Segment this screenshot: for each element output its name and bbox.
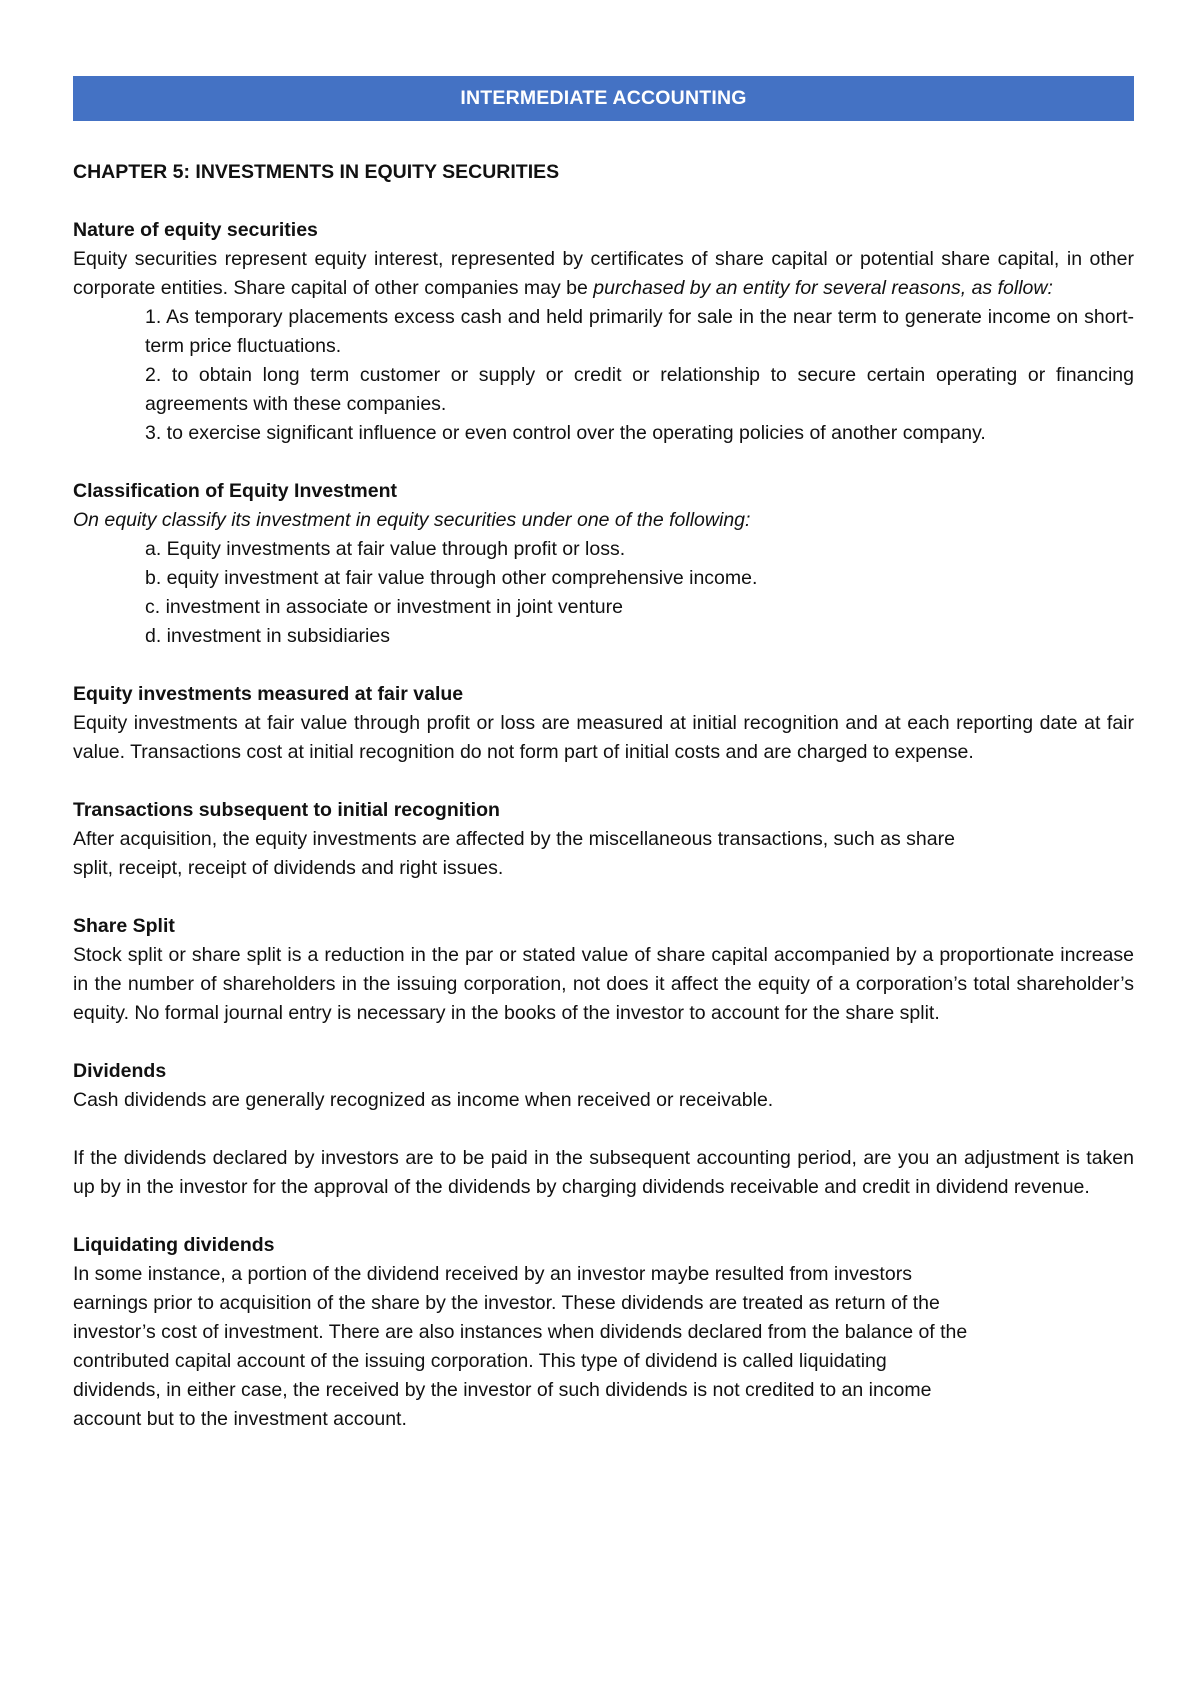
section-dividends <box>73 1057 1134 1202</box>
section-body-line: investor’s cost of investment. There are also instances when dividends declared from the balance of the <box>73 1321 968 1343</box>
section-heading: Equity investments measured at fair value <box>73 683 464 705</box>
section-body-line: dividends, in either case, the received by the investor of such dividends is not credited to an income <box>73 1379 932 1401</box>
section-classification <box>73 477 1134 651</box>
section-intro <box>73 506 1134 535</box>
section-share-split <box>73 912 1134 1028</box>
section-body-line: split, receipt, receipt of dividends and right issues. <box>73 857 504 879</box>
document-page <box>73 76 1134 1434</box>
list-item: a. Equity investments at fair value through profit or loss. <box>145 538 626 560</box>
section-heading: Share Split <box>73 915 175 937</box>
list-item: 3. to exercise significant influence or even control over the operating policies of another company. <box>145 422 986 444</box>
section-body-line: earnings prior to acquisition of the share by the investor. These dividends are treated as return of the <box>73 1292 940 1314</box>
chapter-title: CHAPTER 5: INVESTMENTS IN EQUITY SECURITIES <box>73 161 560 183</box>
banner-title: INTERMEDIATE ACCOUNTING <box>460 87 747 109</box>
reasons-list <box>73 303 1134 448</box>
paragraph-gap <box>73 1115 1134 1144</box>
list-item: c. investment in associate or investment in joint venture <box>145 596 623 618</box>
list-item: 1. As temporary placements excess cash and held primarily for sale in the near term to generate income on short-term price fluctuations. <box>145 306 1134 357</box>
section-subsequent <box>73 796 1134 883</box>
section-body: Equity investments at fair value through profit or loss are measured at initial recognition and at each reporting date at fair value. Transactions cost at initial recognition do not form part of initial costs and are charged to expense. <box>73 712 1134 763</box>
list-item: b. equity investment at fair value through other comprehensive income. <box>145 567 758 589</box>
section-body: If the dividends declared by investors are to be paid in the subsequent accounting period, are you an adjustment is taken up by in the investor for the approval of the dividends by charging dividends receivable and credit in dividend revenue. <box>73 1147 1134 1198</box>
list-item: d. investment in subsidiaries <box>145 625 390 647</box>
section-heading: Liquidating dividends <box>73 1234 275 1256</box>
body-italic: purchased by an entity for several reasons, as follow: <box>593 277 1053 299</box>
section-body: Stock split or share split is a reduction in the par or stated value of share capital accompanied by a proportionate increase in the number of shareholders in the issuing corporation, not does it affect the equity of a corporation’s total shareholder’s equity. No formal journal entry is necessary in the books of the investor to account for the share split. <box>73 944 1134 1024</box>
section-fair-value <box>73 680 1134 767</box>
section-liquidating <box>73 1231 1134 1434</box>
section-heading: Nature of equity securities <box>73 219 318 241</box>
intro-italic: On equity classify its investment in equity securities under one of the following: <box>73 509 751 531</box>
body-plain: Equity securities represent equity interest, represented by certificates of share capital or potential share capital, in other corporate entities. Share capital of other companies may be <box>73 248 1134 299</box>
section-body-line: After acquisition, the equity investments are affected by the miscellaneous transactions, such as share <box>73 828 955 850</box>
list-item: 2. to obtain long term customer or supply or credit or relationship to secure certain operating or financing agreements with these companies. <box>145 364 1134 415</box>
section-body <box>73 245 1134 303</box>
section-body-line: contributed capital account of the issuing corporation. This type of dividend is called liquidating <box>73 1350 887 1372</box>
course-banner <box>73 76 1134 121</box>
section-body: Cash dividends are generally recognized as income when received or receivable. <box>73 1089 774 1111</box>
section-body-line: account but to the investment account. <box>73 1408 407 1430</box>
section-heading: Dividends <box>73 1060 167 1082</box>
section-heading: Classification of Equity Investment <box>73 480 397 502</box>
classification-list <box>73 535 1134 651</box>
section-nature <box>73 216 1134 448</box>
section-heading: Transactions subsequent to initial recognition <box>73 799 500 821</box>
section-body-line: In some instance, a portion of the dividend received by an investor maybe resulted from investors <box>73 1263 912 1285</box>
